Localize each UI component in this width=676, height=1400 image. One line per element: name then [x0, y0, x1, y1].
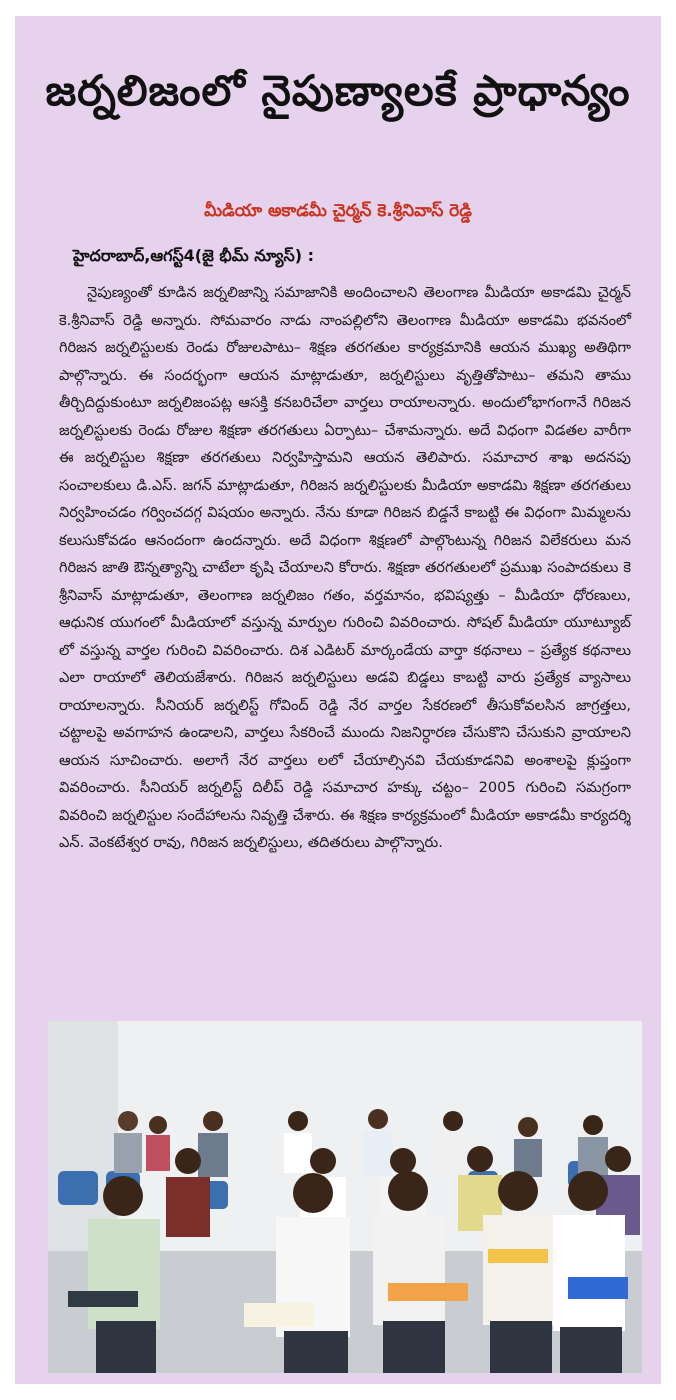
article-body: నైపుణ్యంతో కూడిన జర్నలిజాన్ని సమాజానికి అందించాలని తెలంగాణ మీడియా అకాడమి చైర్మన్ కె.శ్రీనివాస్ రెడ్డి అన్నారు. సోమవారం నాడు నాంపల్లిలోని తెలంగాణ మీడియా అకాడమి భవనంలో గిరిజన జర్నలిస్టులకు రెండు రోజులపాటు– శిక్షణ తరగతుల కార్యక్రమానికి ఆయన ముఖ్య అతిథిగా పాల్గొన్నారు. ఈ సందర్భంగా ఆయన మాట్లాడుతూ, జర్నలిస్టులు వృత్తితోపాటు– తమని తాము తీర్చిదిద్దుకుంటూ జర్నలిజంపట్ల ఆసక్తి కనబరిచేలా వార్తలు రాయాలన్నారు. అందులోభాగంగానే గిరిజన జర్నలిస్టులకు రెండు రోజుల శిక్షణా తరగతులు ఏర్పాటు– చేశామన్నారు. అదే విధంగా విడతల వారీగా ఈ జర్నలిస్టుల శిక్షణా తరగతులు నిర్వహిస్తామని ఆయన తెలిపారు. సమాచార శాఖ అదనపు సంచాలకులు డి.ఎస్. జగన్ మాట్లాడుతూ, గిరిజన జర్నలిస్టులకు మీడియా అకాడమి శిక్షణా తరగతులు నిర్వహించడం గర్వించదగ్గ విషయం అన్నారు. నేను కూడా గిరిజన బిడ్డనే కాబట్టి ఈ విధంగా మిమ్మలను కలుసుకోవడం ఆనందంగా ఉందన్నారు. అదే విధంగా శిక్షణలో పాల్గొంటున్న గిరిజన విలేకరులు మన గిరిజన జాతి ఔన్నత్యాన్ని చాటేలా కృషి చేయాలని కోరారు. శిక్షణా తరగతులలో ప్రముఖ సంపాదకులు కె శ్రీనివాస్ మాట్లాడుతూ, తెలంగాణ జర్నలిజం గతం, వర్తమానం, భవిష్యత్తు – మీడియా ధోరణులు, ఆధునిక యుగంలో మీడియాలో వస్తున్న మార్పుల గురించి వివరించారు. సోషల్ మీడియా యూట్యూబ్ లో వస్తున్న వార్తల గురించి వివరించారు. దిశ ఎడిటర్ మార్కండేయ వార్తా కథనాలు – ప్రత్యేక కథనాలు ఎలా రాయాలో తెలియజేశారు. గిరిజన జర్నలిస్టులు అడవి బిడ్డలు కాబట్టి వారు ప్రత్యేక వ్యాసాలు రాయాలన్నారు. సీనియర్ జర్నలిస్ట్ గోవింద్ రెడ్డి నేర వార్తల సేకరణలో తీసుకోవలసిన జాగ్రత్తలు, చట్టాలపై అవగాహన ఉండాలని, వార్తలు సేకరించే ముందు నిజనిర్ధారణ చేసుకొని చేసుకుని వ్రాయాలని ఆయన సూచించారు. అలాగే నేర వార్తలు లలో చేయాల్సినవి చేయకూడనివి అంశాలపై క్లుప్తంగా వివరించారు. సీనియర్ జర్నలిస్ట్ దిలీప్ రెడ్డి సమాచార హక్కు చట్టం– 2005 గురించి సమగ్రంగా వివరించి జర్నలిస్టుల సందేహాలను నివృత్తి చేశారు. ఈ శిక్షణ కార్యక్రమంలో మీడియా అకాడమీ కార్యదర్శి ఎన్. వెంకటేశ్వర రావు, గిరిజన జర్నలిస్టులు, తదితరులు పాల్గొన్నారు. [59, 284, 631, 851]
dateline: హైదరాబాద్,ఆగస్ట్4(జై భీమ్ న్యూస్) : [73, 246, 314, 265]
classroom-photo-illustration [48, 1021, 642, 1373]
news-clipping [15, 16, 661, 1384]
byline: మీడియా అకాడమీ చైర్మన్ కె.శ్రీనివాస్ రెడ్డి [204, 201, 472, 221]
headline: జర్నలిజంలో నైపుణ్యాలకే ప్రాధాన్యం [45, 66, 631, 115]
news-photo [48, 1021, 642, 1373]
